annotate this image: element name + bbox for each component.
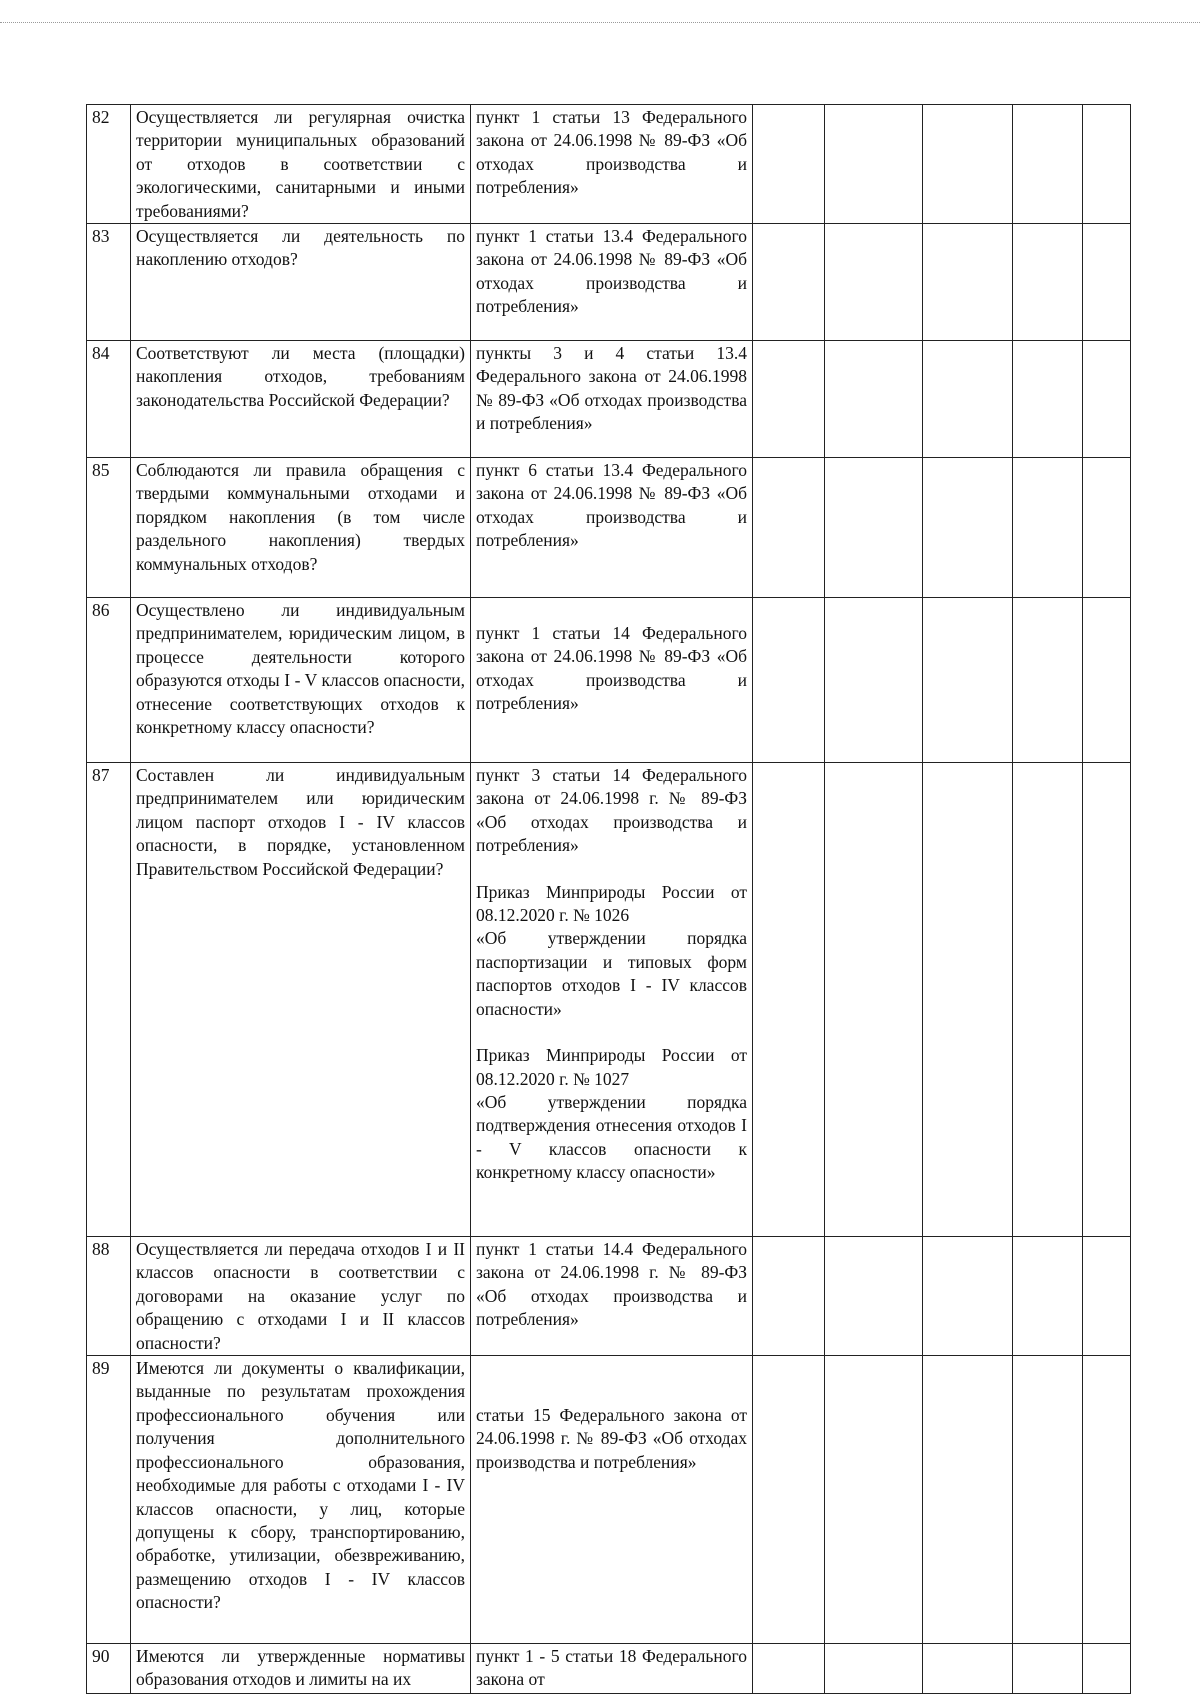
document-page [86, 104, 1131, 1694]
table-row [87, 1644, 1131, 1694]
answer-na-cell[interactable] [923, 763, 1013, 1237]
answer-extra-cell[interactable] [1083, 598, 1131, 763]
row-number: 82 [87, 105, 131, 224]
answer-na-cell[interactable] [923, 224, 1013, 341]
law-reference-order-1027: Приказ Минприроды России от 08.12.2020 г. № 1027 «Об утверждении порядка подтверждения отнесения отходов I - V классов опасности к конкретному классу опасности» [476, 1045, 747, 1183]
answer-na-cell[interactable] [923, 105, 1013, 224]
answer-no-cell[interactable] [825, 763, 923, 1237]
law-reference: пункт 6 статьи 13.4 Федерального закона от 24.06.1998 № 89-ФЗ «Об отходах производства и потребления» [476, 460, 747, 551]
answer-yes-cell[interactable] [753, 341, 825, 458]
law-reference: пункт 1 статьи 13 Федерального закона от 24.06.1998 № 89-ФЗ «Об отходах производства и потребления» [476, 107, 747, 198]
answer-no-cell[interactable] [825, 105, 923, 224]
question-cell [131, 458, 471, 598]
table-row [87, 598, 1131, 763]
question-cell [131, 1356, 471, 1644]
answer-yes-cell[interactable] [753, 1644, 825, 1694]
question-text: Составлен ли индивидуальным предпринимателем или юридическим лицом паспорт отходов I - IV классов опасности, в порядке, установленном Правительством Российской Федерации? [136, 765, 465, 879]
question-cell [131, 224, 471, 341]
answer-note-cell[interactable] [1013, 763, 1083, 1237]
answer-no-cell[interactable] [825, 1356, 923, 1644]
law-reference-cell [471, 341, 753, 458]
question-cell [131, 1237, 471, 1356]
answer-no-cell[interactable] [825, 1237, 923, 1356]
answer-extra-cell[interactable] [1083, 224, 1131, 341]
question-text: Осуществляется ли передача отходов I и II классов опасности в соответствии с договорами на оказание услуг по обращению с отходами I и II классов опасности? [136, 1239, 465, 1353]
law-reference-cell [471, 598, 753, 763]
table-row [87, 1237, 1131, 1356]
answer-extra-cell[interactable] [1083, 1644, 1131, 1694]
row-number: 83 [87, 224, 131, 341]
answer-no-cell[interactable] [825, 458, 923, 598]
row-number: 87 [87, 763, 131, 1237]
question-text: Соблюдаются ли правила обращения с твердыми коммунальными отходами и порядком накопления (в том числе раздельного накопления) твердых коммунальных отходов? [136, 460, 465, 574]
answer-na-cell[interactable] [923, 458, 1013, 598]
law-reference-cell [471, 1644, 753, 1694]
row-number: 89 [87, 1356, 131, 1644]
law-reference: пункт 1 статьи 14.4 Федерального закона от 24.06.1998 г. № 89-ФЗ «Об отходах производства и потребления» [476, 1239, 747, 1330]
question-text: Осуществляется ли деятельность по накоплению отходов? [136, 226, 465, 270]
answer-note-cell[interactable] [1013, 598, 1083, 763]
answer-no-cell[interactable] [825, 341, 923, 458]
answer-yes-cell[interactable] [753, 458, 825, 598]
table-row [87, 105, 1131, 224]
law-reference-cell [471, 105, 753, 224]
answer-yes-cell[interactable] [753, 598, 825, 763]
question-text: Имеются ли утвержденные нормативы образования отходов и лимиты на их [136, 1646, 465, 1690]
table-row [87, 1356, 1131, 1644]
answer-no-cell[interactable] [825, 598, 923, 763]
answer-extra-cell[interactable] [1083, 1237, 1131, 1356]
table-row [87, 341, 1131, 458]
question-text: Осуществляется ли регулярная очистка территории муниципальных образований от отходов в соответствии с экологическими, санитарными и иными требованиями? [136, 107, 465, 221]
question-cell [131, 341, 471, 458]
answer-yes-cell[interactable] [753, 105, 825, 224]
checklist-table [86, 104, 1131, 1694]
answer-note-cell[interactable] [1013, 224, 1083, 341]
answer-note-cell[interactable] [1013, 1356, 1083, 1644]
law-reference: пункт 3 статьи 14 Федерального закона от 24.06.1998 г. № 89-ФЗ «Об отходах производства и потребления» [476, 765, 747, 856]
row-number: 84 [87, 341, 131, 458]
answer-note-cell[interactable] [1013, 1644, 1083, 1694]
question-text: Соответствуют ли места (площадки) накопления отходов, требованиям законодательства Российской Федерации? [136, 343, 465, 410]
answer-na-cell[interactable] [923, 1356, 1013, 1644]
law-reference-order-1026: Приказ Минприроды России от 08.12.2020 г. № 1026 «Об утверждении порядка паспортизации и типовых форм паспортов отходов I - IV классов опасности» [476, 881, 747, 1019]
answer-na-cell[interactable] [923, 1644, 1013, 1694]
question-cell [131, 105, 471, 224]
answer-no-cell[interactable] [825, 1644, 923, 1694]
table-row [87, 224, 1131, 341]
law-reference: пункт 1 - 5 статьи 18 Федерального закона от [476, 1646, 747, 1690]
answer-na-cell[interactable] [923, 1237, 1013, 1356]
law-reference-cell [471, 763, 753, 1237]
question-cell [131, 598, 471, 763]
law-reference: статьи 15 Федерального закона от 24.06.1998 г. № 89-ФЗ «Об отходах производства и потребления» [476, 1405, 747, 1472]
law-reference-cell [471, 458, 753, 598]
scan-top-edge [0, 22, 1200, 23]
answer-yes-cell[interactable] [753, 1237, 825, 1356]
answer-na-cell[interactable] [923, 598, 1013, 763]
row-number: 90 [87, 1644, 131, 1694]
answer-yes-cell[interactable] [753, 1356, 825, 1644]
answer-yes-cell[interactable] [753, 224, 825, 341]
row-number: 88 [87, 1237, 131, 1356]
row-number: 86 [87, 598, 131, 763]
answer-note-cell[interactable] [1013, 341, 1083, 458]
answer-note-cell[interactable] [1013, 458, 1083, 598]
law-reference: пункт 1 статьи 14 Федерального закона от 24.06.1998 № 89-ФЗ «Об отходах производства и потребления» [476, 623, 747, 714]
answer-note-cell[interactable] [1013, 1237, 1083, 1356]
row-number: 85 [87, 458, 131, 598]
answer-no-cell[interactable] [825, 224, 923, 341]
answer-yes-cell[interactable] [753, 763, 825, 1237]
answer-extra-cell[interactable] [1083, 763, 1131, 1237]
question-text: Осуществлено ли индивидуальным предпринимателем, юридическим лицом, в процессе деятельности которого образуются отходы I - V классов опасности, отнесение соответствующих отходов к конкретному классу опасности? [136, 600, 465, 738]
answer-na-cell[interactable] [923, 341, 1013, 458]
table-row [87, 458, 1131, 598]
answer-extra-cell[interactable] [1083, 105, 1131, 224]
answer-extra-cell[interactable] [1083, 1356, 1131, 1644]
question-cell [131, 1644, 471, 1694]
answer-extra-cell[interactable] [1083, 458, 1131, 598]
law-reference: пункты 3 и 4 статьи 13.4 Федерального закона от 24.06.1998 № 89-ФЗ «Об отходах производства и потребления» [476, 343, 747, 434]
law-reference: пункт 1 статьи 13.4 Федерального закона от 24.06.1998 № 89-ФЗ «Об отходах производства и потребления» [476, 226, 747, 317]
answer-note-cell[interactable] [1013, 105, 1083, 224]
law-reference-cell [471, 1237, 753, 1356]
question-cell [131, 763, 471, 1237]
law-reference-cell [471, 224, 753, 341]
question-text: Имеются ли документы о квалификации, выданные по результатам прохождения профессионального обучения или получения дополнительного профессионального образования, необходимые для работы с отходами I - IV классов опасности, у лиц, которые допущены к сбору, транспортированию, обработке, утилизации, обезвреживанию, размещению отходов I - IV классов опасности? [136, 1358, 465, 1613]
table-row [87, 763, 1131, 1237]
law-reference-cell [471, 1356, 753, 1644]
answer-extra-cell[interactable] [1083, 341, 1131, 458]
